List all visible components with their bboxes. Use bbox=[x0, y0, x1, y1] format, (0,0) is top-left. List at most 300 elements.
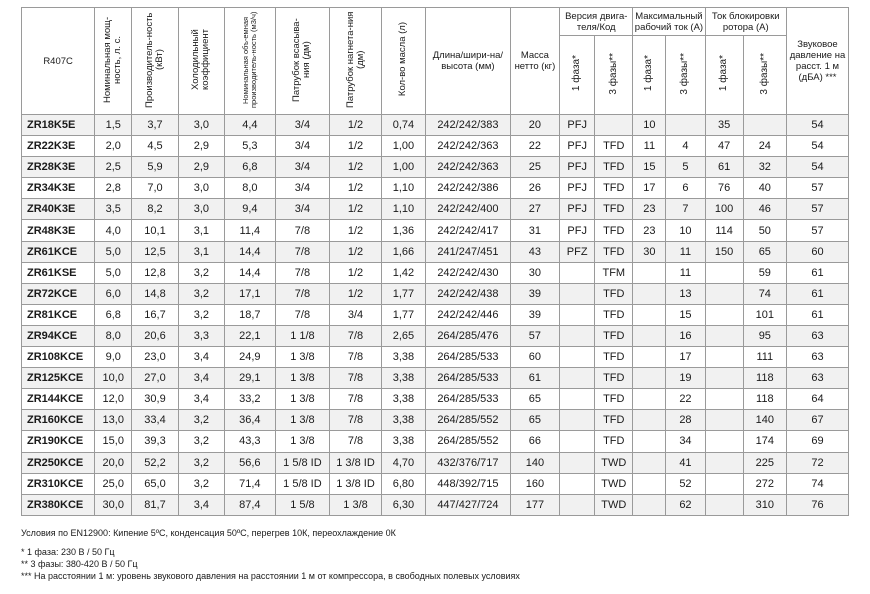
cell-db: 61 bbox=[786, 283, 848, 304]
cell-m3h: 22,1 bbox=[225, 325, 276, 346]
cell-oil: 3,38 bbox=[381, 410, 425, 431]
header-weight: Масса нетто (кг) bbox=[510, 8, 559, 115]
cell-i1 bbox=[633, 347, 666, 368]
cell-i1 bbox=[633, 325, 666, 346]
cell-db: 57 bbox=[786, 199, 848, 220]
cell-m3h: 33,2 bbox=[225, 389, 276, 410]
cell-disch: 7/8 bbox=[330, 410, 382, 431]
cell-l1: 76 bbox=[705, 178, 743, 199]
header-motor-version: Версия двига-теля/Код bbox=[560, 8, 633, 36]
model-cell: ZR72KCE bbox=[22, 283, 95, 304]
cell-cop: 3,0 bbox=[178, 199, 224, 220]
cell-hp: 5,0 bbox=[95, 262, 132, 283]
model-cell: ZR18K5E bbox=[22, 115, 95, 136]
cell-dims: 264/285/552 bbox=[426, 431, 511, 452]
cell-suct: 1 3/8 bbox=[275, 368, 330, 389]
cell-m3h: 6,8 bbox=[225, 157, 276, 178]
cell-kg: 30 bbox=[510, 262, 559, 283]
cell-disch: 7/8 bbox=[330, 389, 382, 410]
cell-m1: PFJ bbox=[560, 115, 595, 136]
cell-kw: 23,0 bbox=[132, 347, 178, 368]
header-lra-3ph: 3 фазы** bbox=[743, 36, 786, 115]
table-row bbox=[22, 220, 849, 241]
cell-i3: 16 bbox=[666, 325, 705, 346]
cell-l1 bbox=[705, 347, 743, 368]
cell-dims: 264/285/533 bbox=[426, 347, 511, 368]
cell-dims: 447/427/724 bbox=[426, 494, 511, 515]
table-row bbox=[22, 262, 849, 283]
cell-kg: 65 bbox=[510, 410, 559, 431]
cell-l3: 272 bbox=[743, 473, 786, 494]
cell-disch: 1/2 bbox=[330, 199, 382, 220]
model-cell: ZR61KSE bbox=[22, 262, 95, 283]
table-row bbox=[22, 473, 849, 494]
cell-l3: 111 bbox=[743, 347, 786, 368]
cell-kw: 65,0 bbox=[132, 473, 178, 494]
cell-m3h: 17,1 bbox=[225, 283, 276, 304]
cell-i1 bbox=[633, 473, 666, 494]
model-cell: ZR22K3E bbox=[22, 136, 95, 157]
model-cell: ZR160KCE bbox=[22, 410, 95, 431]
cell-i3: 7 bbox=[666, 199, 705, 220]
cell-suct: 1 1/8 bbox=[275, 325, 330, 346]
cell-i1 bbox=[633, 431, 666, 452]
cell-suct: 3/4 bbox=[275, 178, 330, 199]
cell-m3: TFD bbox=[595, 283, 633, 304]
model-cell: ZR48K3E bbox=[22, 220, 95, 241]
cell-l3: 40 bbox=[743, 178, 786, 199]
cell-dims: 264/285/533 bbox=[426, 368, 511, 389]
cell-suct: 7/8 bbox=[275, 283, 330, 304]
cell-m1: PFJ bbox=[560, 136, 595, 157]
cell-i1: 11 bbox=[633, 136, 666, 157]
cell-m1: PFJ bbox=[560, 199, 595, 220]
cell-i1 bbox=[633, 410, 666, 431]
cell-disch: 7/8 bbox=[330, 368, 382, 389]
cell-disch: 3/4 bbox=[330, 304, 382, 325]
cell-l1 bbox=[705, 431, 743, 452]
cell-suct: 1 3/8 bbox=[275, 347, 330, 368]
cell-disch: 1 3/8 ID bbox=[330, 452, 382, 473]
header-current-1ph: 1 фаза* bbox=[633, 36, 666, 115]
cell-oil: 1,10 bbox=[381, 199, 425, 220]
cell-l1 bbox=[705, 368, 743, 389]
cell-m1 bbox=[560, 304, 595, 325]
cell-hp: 6,0 bbox=[95, 283, 132, 304]
cell-l1: 100 bbox=[705, 199, 743, 220]
cell-oil: 1,00 bbox=[381, 157, 425, 178]
cell-m1 bbox=[560, 431, 595, 452]
cell-kg: 66 bbox=[510, 431, 559, 452]
cell-hp: 1,5 bbox=[95, 115, 132, 136]
cell-m1 bbox=[560, 452, 595, 473]
cell-kg: 26 bbox=[510, 178, 559, 199]
cell-disch: 1/2 bbox=[330, 262, 382, 283]
cell-disch: 7/8 bbox=[330, 347, 382, 368]
cell-db: 63 bbox=[786, 368, 848, 389]
cell-suct: 1 5/8 ID bbox=[275, 452, 330, 473]
cell-cop: 3,4 bbox=[178, 347, 224, 368]
footnotes bbox=[21, 527, 520, 582]
refrigerant-label: R407C bbox=[22, 8, 95, 115]
cell-kg: 39 bbox=[510, 304, 559, 325]
table-row bbox=[22, 347, 849, 368]
cell-l1 bbox=[705, 410, 743, 431]
cell-oil: 1,00 bbox=[381, 136, 425, 157]
header-cop: Холодильный коэффициент bbox=[178, 8, 224, 115]
cell-suct: 7/8 bbox=[275, 220, 330, 241]
cell-db: 61 bbox=[786, 262, 848, 283]
cell-l3: 59 bbox=[743, 262, 786, 283]
cell-cop: 3,2 bbox=[178, 304, 224, 325]
cell-cop: 2,9 bbox=[178, 136, 224, 157]
cell-m3h: 14,4 bbox=[225, 241, 276, 262]
cell-kg: 160 bbox=[510, 473, 559, 494]
header-max-current: Максимальный рабочий ток (А) bbox=[633, 8, 705, 36]
cell-m3h: 9,4 bbox=[225, 199, 276, 220]
table-row bbox=[22, 389, 849, 410]
cell-m3h: 87,4 bbox=[225, 494, 276, 515]
cell-m3h: 71,4 bbox=[225, 473, 276, 494]
cell-hp: 2,0 bbox=[95, 136, 132, 157]
cell-dims: 264/285/552 bbox=[426, 410, 511, 431]
cell-l1: 150 bbox=[705, 241, 743, 262]
sound-distance-note: *** На расстоянии 1 м: уровень звукового давления на расстоянии 1 м от компрессора, в свободных полевых условиях bbox=[21, 571, 520, 581]
cell-m3h: 11,4 bbox=[225, 220, 276, 241]
cell-m3h: 5,3 bbox=[225, 136, 276, 157]
cell-cop: 3,2 bbox=[178, 262, 224, 283]
cell-kw: 33,4 bbox=[132, 410, 178, 431]
cell-kg: 22 bbox=[510, 136, 559, 157]
cell-m3h: 56,6 bbox=[225, 452, 276, 473]
cell-i1 bbox=[633, 389, 666, 410]
cell-disch: 1/2 bbox=[330, 283, 382, 304]
cell-i3: 22 bbox=[666, 389, 705, 410]
cell-kw: 12,8 bbox=[132, 262, 178, 283]
cell-m3: TFD bbox=[595, 304, 633, 325]
cell-oil: 6,30 bbox=[381, 494, 425, 515]
cell-m3h: 43,3 bbox=[225, 431, 276, 452]
cell-i1: 17 bbox=[633, 178, 666, 199]
cell-m1: PFJ bbox=[560, 220, 595, 241]
cell-disch: 1/2 bbox=[330, 220, 382, 241]
cell-kg: 140 bbox=[510, 452, 559, 473]
cell-i3 bbox=[666, 115, 705, 136]
cell-dims: 264/285/533 bbox=[426, 389, 511, 410]
compressor-spec-table bbox=[21, 7, 849, 516]
cell-disch: 7/8 bbox=[330, 325, 382, 346]
table-row bbox=[22, 178, 849, 199]
cell-hp: 6,8 bbox=[95, 304, 132, 325]
cell-m3: TWD bbox=[595, 494, 633, 515]
model-cell: ZR94KCE bbox=[22, 325, 95, 346]
header-motor-3ph: 3 фазы** bbox=[595, 36, 633, 115]
model-cell: ZR34K3E bbox=[22, 178, 95, 199]
cell-i1 bbox=[633, 494, 666, 515]
three-phase-note: ** 3 фазы: 380-420 В / 50 Гц bbox=[21, 559, 138, 569]
cell-m3h: 8,0 bbox=[225, 178, 276, 199]
cell-l3: 24 bbox=[743, 136, 786, 157]
cell-i1 bbox=[633, 262, 666, 283]
cell-kw: 14,8 bbox=[132, 283, 178, 304]
table-row bbox=[22, 115, 849, 136]
cell-disch: 1/2 bbox=[330, 178, 382, 199]
cell-m3: TWD bbox=[595, 452, 633, 473]
cell-db: 60 bbox=[786, 241, 848, 262]
cell-l3: 225 bbox=[743, 452, 786, 473]
cell-l3: 50 bbox=[743, 220, 786, 241]
cell-kw: 27,0 bbox=[132, 368, 178, 389]
cell-dims: 242/242/400 bbox=[426, 199, 511, 220]
model-cell: ZR61KCE bbox=[22, 241, 95, 262]
cell-db: 64 bbox=[786, 389, 848, 410]
cell-l3: 118 bbox=[743, 389, 786, 410]
cell-i3: 34 bbox=[666, 431, 705, 452]
model-cell: ZR125KCE bbox=[22, 368, 95, 389]
cell-l3: 74 bbox=[743, 283, 786, 304]
header-suction: Патрубок всасыва-ния (дм) bbox=[275, 8, 330, 115]
cell-oil: 1,66 bbox=[381, 241, 425, 262]
cell-suct: 3/4 bbox=[275, 157, 330, 178]
cell-cop: 3,4 bbox=[178, 368, 224, 389]
cell-cop: 3,2 bbox=[178, 410, 224, 431]
cell-cop: 3,1 bbox=[178, 241, 224, 262]
header-locked-rotor: Ток блокировки ротора (А) bbox=[705, 8, 786, 36]
cell-l1 bbox=[705, 325, 743, 346]
cell-disch: 1/2 bbox=[330, 241, 382, 262]
cell-m3: TWD bbox=[595, 473, 633, 494]
table-row bbox=[22, 136, 849, 157]
header-sound: Звуковое давление на расст. 1 м (дБА) *** bbox=[786, 8, 848, 115]
cell-m1 bbox=[560, 389, 595, 410]
cell-i3: 62 bbox=[666, 494, 705, 515]
cell-hp: 3,5 bbox=[95, 199, 132, 220]
cell-l1 bbox=[705, 473, 743, 494]
cell-kg: 31 bbox=[510, 220, 559, 241]
cell-m1 bbox=[560, 325, 595, 346]
cell-kw: 8,2 bbox=[132, 199, 178, 220]
test-conditions-note: Условия по EN12900: Кипение 5ºС, конденсация 50ºС, перегрев 10К, переохлаждение 0К bbox=[21, 528, 396, 538]
cell-m3: TFD bbox=[595, 368, 633, 389]
cell-oil: 1,10 bbox=[381, 178, 425, 199]
cell-kw: 39,3 bbox=[132, 431, 178, 452]
cell-m3h: 14,4 bbox=[225, 262, 276, 283]
cell-i1: 30 bbox=[633, 241, 666, 262]
cell-kw: 16,7 bbox=[132, 304, 178, 325]
cell-hp: 9,0 bbox=[95, 347, 132, 368]
cell-kw: 52,2 bbox=[132, 452, 178, 473]
cell-l1 bbox=[705, 262, 743, 283]
header-capacity: Производитель-ность (кВт) bbox=[132, 8, 178, 115]
cell-l1: 47 bbox=[705, 136, 743, 157]
cell-i3: 11 bbox=[666, 262, 705, 283]
table-row bbox=[22, 199, 849, 220]
cell-i3: 17 bbox=[666, 347, 705, 368]
cell-kg: 39 bbox=[510, 283, 559, 304]
cell-dims: 242/242/438 bbox=[426, 283, 511, 304]
cell-db: 63 bbox=[786, 325, 848, 346]
cell-dims: 264/285/476 bbox=[426, 325, 511, 346]
cell-l1 bbox=[705, 304, 743, 325]
table-row bbox=[22, 410, 849, 431]
cell-kg: 65 bbox=[510, 389, 559, 410]
cell-disch: 1/2 bbox=[330, 136, 382, 157]
cell-oil: 3,38 bbox=[381, 368, 425, 389]
header-discharge: Патрубок нагнета-ния (дм) bbox=[330, 8, 382, 115]
cell-m3h: 18,7 bbox=[225, 304, 276, 325]
cell-m3: TFD bbox=[595, 410, 633, 431]
cell-m1 bbox=[560, 494, 595, 515]
cell-l1 bbox=[705, 283, 743, 304]
header-current-3ph: 3 фазы** bbox=[666, 36, 705, 115]
table-row bbox=[22, 283, 849, 304]
cell-cop: 3,4 bbox=[178, 494, 224, 515]
cell-m3: TFD bbox=[595, 220, 633, 241]
cell-oil: 3,38 bbox=[381, 431, 425, 452]
cell-kw: 7,0 bbox=[132, 178, 178, 199]
cell-hp: 12,0 bbox=[95, 389, 132, 410]
cell-m1: PFJ bbox=[560, 157, 595, 178]
cell-m3: TFD bbox=[595, 157, 633, 178]
cell-m3: TFD bbox=[595, 199, 633, 220]
cell-kw: 5,9 bbox=[132, 157, 178, 178]
cell-kg: 177 bbox=[510, 494, 559, 515]
header-power: Номинальная мощ-ность, л. с. bbox=[95, 8, 132, 115]
cell-kw: 4,5 bbox=[132, 136, 178, 157]
table-row bbox=[22, 157, 849, 178]
cell-kg: 27 bbox=[510, 199, 559, 220]
cell-suct: 1 3/8 bbox=[275, 410, 330, 431]
cell-cop: 3,1 bbox=[178, 220, 224, 241]
cell-db: 72 bbox=[786, 452, 848, 473]
table-body bbox=[22, 115, 849, 516]
model-cell: ZR40K3E bbox=[22, 199, 95, 220]
table-row bbox=[22, 241, 849, 262]
cell-kg: 57 bbox=[510, 325, 559, 346]
model-cell: ZR144KCE bbox=[22, 389, 95, 410]
cell-oil: 2,65 bbox=[381, 325, 425, 346]
table-row bbox=[22, 431, 849, 452]
header-displacement: Номинальная объ-емная производитель-ность (м3/ч) bbox=[225, 8, 276, 115]
cell-hp: 13,0 bbox=[95, 410, 132, 431]
cell-l1: 61 bbox=[705, 157, 743, 178]
cell-db: 67 bbox=[786, 410, 848, 431]
cell-m1 bbox=[560, 410, 595, 431]
cell-dims: 242/242/363 bbox=[426, 136, 511, 157]
model-cell: ZR108KCE bbox=[22, 347, 95, 368]
cell-hp: 20,0 bbox=[95, 452, 132, 473]
cell-db: 69 bbox=[786, 431, 848, 452]
cell-kg: 25 bbox=[510, 157, 559, 178]
cell-db: 54 bbox=[786, 115, 848, 136]
header-motor-1ph: 1 фаза* bbox=[560, 36, 595, 115]
cell-l3: 174 bbox=[743, 431, 786, 452]
cell-i1: 23 bbox=[633, 199, 666, 220]
header-dimensions: Длина/шири-на/высота (мм) bbox=[426, 8, 511, 115]
cell-i3: 5 bbox=[666, 157, 705, 178]
cell-i3: 15 bbox=[666, 304, 705, 325]
cell-kw: 81,7 bbox=[132, 494, 178, 515]
cell-disch: 1 3/8 bbox=[330, 494, 382, 515]
cell-dims: 242/242/417 bbox=[426, 220, 511, 241]
cell-suct: 1 5/8 ID bbox=[275, 473, 330, 494]
cell-hp: 5,0 bbox=[95, 241, 132, 262]
cell-dims: 242/242/446 bbox=[426, 304, 511, 325]
cell-dims: 241/247/451 bbox=[426, 241, 511, 262]
cell-kg: 60 bbox=[510, 347, 559, 368]
table-row bbox=[22, 304, 849, 325]
header-oil: Кол-во масла (л) bbox=[381, 8, 425, 115]
cell-m3h: 4,4 bbox=[225, 115, 276, 136]
cell-m3h: 36,4 bbox=[225, 410, 276, 431]
cell-oil: 1,77 bbox=[381, 304, 425, 325]
model-cell: ZR81KCE bbox=[22, 304, 95, 325]
cell-l1 bbox=[705, 389, 743, 410]
model-cell: ZR28K3E bbox=[22, 157, 95, 178]
cell-l3: 46 bbox=[743, 199, 786, 220]
cell-oil: 1,42 bbox=[381, 262, 425, 283]
cell-hp: 4,0 bbox=[95, 220, 132, 241]
cell-oil: 1,36 bbox=[381, 220, 425, 241]
cell-m3: TFD bbox=[595, 241, 633, 262]
cell-oil: 0,74 bbox=[381, 115, 425, 136]
cell-m1 bbox=[560, 262, 595, 283]
cell-kg: 20 bbox=[510, 115, 559, 136]
cell-cop: 3,0 bbox=[178, 178, 224, 199]
cell-db: 57 bbox=[786, 220, 848, 241]
model-cell: ZR190KCE bbox=[22, 431, 95, 452]
table-row bbox=[22, 368, 849, 389]
cell-l3: 140 bbox=[743, 410, 786, 431]
cell-db: 74 bbox=[786, 473, 848, 494]
cell-kw: 3,7 bbox=[132, 115, 178, 136]
cell-db: 76 bbox=[786, 494, 848, 515]
cell-m3: TFD bbox=[595, 325, 633, 346]
cell-disch: 1 3/8 ID bbox=[330, 473, 382, 494]
cell-m1 bbox=[560, 347, 595, 368]
single-phase-note: * 1 фаза: 230 В / 50 Гц bbox=[21, 547, 115, 557]
cell-cop: 3,3 bbox=[178, 325, 224, 346]
header-row-top bbox=[22, 8, 849, 36]
cell-dims: 242/242/386 bbox=[426, 178, 511, 199]
cell-dims: 448/392/715 bbox=[426, 473, 511, 494]
table-row bbox=[22, 325, 849, 346]
cell-suct: 1 5/8 bbox=[275, 494, 330, 515]
cell-m1: PFZ bbox=[560, 241, 595, 262]
cell-i1: 23 bbox=[633, 220, 666, 241]
cell-dims: 432/376/717 bbox=[426, 452, 511, 473]
cell-hp: 15,0 bbox=[95, 431, 132, 452]
cell-dims: 242/242/363 bbox=[426, 157, 511, 178]
cell-l3: 95 bbox=[743, 325, 786, 346]
cell-disch: 1/2 bbox=[330, 157, 382, 178]
cell-db: 57 bbox=[786, 178, 848, 199]
cell-disch: 7/8 bbox=[330, 431, 382, 452]
cell-i1 bbox=[633, 452, 666, 473]
cell-l3: 101 bbox=[743, 304, 786, 325]
cell-oil: 3,38 bbox=[381, 389, 425, 410]
cell-m3: TFD bbox=[595, 431, 633, 452]
cell-m3: TFD bbox=[595, 389, 633, 410]
cell-m1 bbox=[560, 473, 595, 494]
cell-i1 bbox=[633, 283, 666, 304]
cell-l3 bbox=[743, 115, 786, 136]
cell-suct: 3/4 bbox=[275, 115, 330, 136]
cell-i1 bbox=[633, 368, 666, 389]
cell-m1 bbox=[560, 368, 595, 389]
cell-cop: 2,9 bbox=[178, 157, 224, 178]
model-cell: ZR380KCE bbox=[22, 494, 95, 515]
